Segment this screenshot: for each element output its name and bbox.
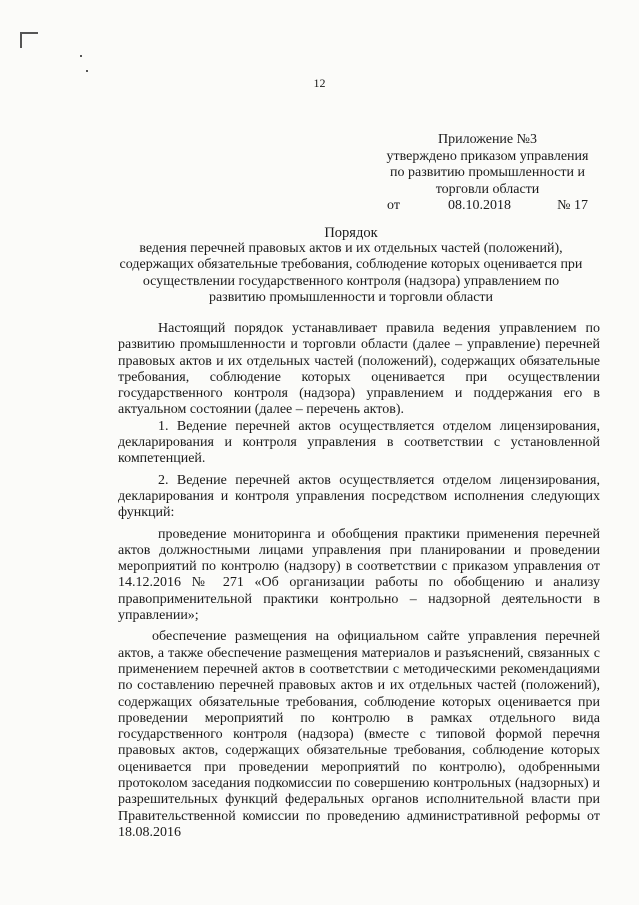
paragraph-function-2: обеспечение размещения на официальном сайте управления перечней актов, а также обеспечение размещения материалов и разъяснений, связанных с применением перечней актов в соответствии с методическими рекомендациями по составлению перечней правовых актов и их отдельных частей (положений), содержащих обязательные требования, соблюдение которых оценивается при проведении мероприятий по контролю в рамках отдельного вида государственного контроля (надзора) (вместе с типовой формой перечня правовых актов, содержащих обязательные требования, соблюдение которых оценивается при проведении мероприятий по контролю), одобренными протоколом заседания подкомиссии по совершению контрольных (надзорных) и разрешительных функций федеральных органов исполнительной власти при Правительственной комиссии по проведению административной реформы от 18.08.2016 (118, 629, 600, 840)
appendix-authority-line-2: торговли области (435, 181, 540, 197)
document-title: Порядок (324, 225, 378, 241)
title-line: содержащих обязательные требования, соблюдение которых оценивается при (119, 257, 583, 273)
appendix-title: Приложение №3 (438, 132, 537, 147)
paragraph-item-1: 1. Ведение перечней актов осуществляется отделом лицензирования, декларирования и контроля управления в соответствии с установленной компетенцией. (118, 418, 600, 467)
date-prefix: от (387, 198, 400, 213)
paragraph-item-2: 2. Ведение перечней актов осуществляется отделом лицензирования, декларирования и контроля управления посредством исполнения следующих функций: (118, 472, 600, 521)
appendix-approved-line: утверждено приказом управления (386, 148, 589, 164)
appendix-authority-line: по развитию промышленности и (389, 165, 586, 180)
appendix-date-line (380, 198, 595, 215)
title-line: развитию промышленности и торговли области (208, 289, 494, 305)
page-number: 12 (313, 76, 326, 90)
order-date: 08.10.2018 (448, 198, 511, 213)
scan-mark (20, 32, 38, 34)
document-body (118, 321, 600, 841)
paragraph-intro: Настоящий порядок устанавливает правила ведения управлением по развитию промышленности и торговли области (далее – управление) перечней правовых актов и их отдельных частей (положений), содержащих обязательные требования, соблюдение которых оценивается при осуществлении государственного контроля (надзора) управлением и поддержания его в актуальном состоянии (далее – перечень актов). (118, 321, 600, 418)
scan-mark (20, 32, 22, 48)
appendix-block (380, 132, 595, 215)
document-title-block (100, 225, 602, 306)
scan-mark (86, 70, 88, 72)
title-line: осуществлении государственного контроля (надзора) управлением по (142, 273, 560, 289)
title-line: ведения перечней правовых актов и их отдельных частей (положений), (139, 241, 563, 257)
scan-mark (80, 55, 82, 57)
paragraph-function-1: проведение мониторинга и обобщения практики применения перечней актов должностными лицами управления при планировании и проведении мероприятий по контролю (надзору) в соответствии с приказом управления от 14.12.2016 № 271 «Об организации работы по обобщению и анализу правоприменительной практики контрольно – надзорной деятельности в управлении»; (118, 526, 600, 624)
order-number: № 17 (557, 198, 588, 213)
